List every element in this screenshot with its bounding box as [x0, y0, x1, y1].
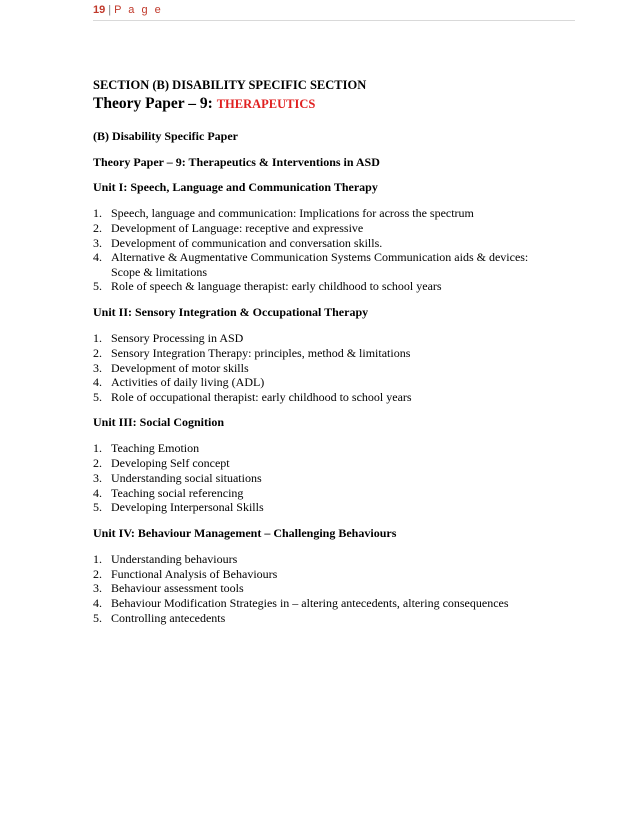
list-item: [93, 375, 575, 390]
list-item-text: Behaviour Modification Strategies in – altering antecedents, altering consequences: [111, 595, 509, 610]
list-item-text: Behaviour assessment tools: [111, 581, 244, 596]
unit-heading: Unit IV: Behaviour Management – Challenging Behaviours: [93, 525, 397, 540]
list-item-number: 3.: [93, 235, 102, 250]
list-item: [93, 390, 575, 405]
list-item: [93, 236, 575, 251]
page-separator: |: [108, 4, 112, 16]
list-item-text: Sensory Integration Therapy: principles, method & limitations: [111, 345, 411, 360]
page-label: P a g e: [114, 4, 163, 16]
list-item: [93, 611, 575, 626]
section-title: SECTION (B) DISABILITY SPECIFIC SECTION: [93, 78, 367, 92]
list-item-number: 5.: [93, 279, 102, 294]
list-item-text: Activities of daily living (ADL): [111, 375, 265, 390]
list-item: [93, 221, 575, 236]
list-item-number: 5.: [93, 610, 102, 625]
list-item-number: 4.: [93, 250, 102, 265]
list-item-number: 1.: [93, 206, 102, 220]
list-item: [93, 567, 575, 582]
theory-paper-heading: [93, 94, 575, 114]
theory-paper-prefix: Theory Paper – 9:: [93, 95, 213, 112]
list-item-text: Teaching social referencing: [111, 485, 244, 500]
list-item-number: 2.: [93, 566, 102, 581]
unit-item-list: [93, 551, 575, 625]
list-item: [93, 596, 575, 611]
list-item: [93, 346, 575, 361]
list-item-text: Development of communication and conversation skills.: [111, 235, 383, 250]
list-item: [93, 471, 575, 486]
list-item-number: 3.: [93, 360, 102, 375]
list-item-number: 1.: [93, 441, 102, 456]
list-item-text: Understanding behaviours: [111, 551, 238, 566]
unit-item-list: [93, 205, 575, 294]
list-item-text: Developing Self concept: [111, 456, 230, 471]
list-item-number: 5.: [93, 389, 102, 404]
list-item-number: 2.: [93, 345, 102, 360]
unit-heading: Unit II: Sensory Integration & Occupational Therapy: [93, 304, 369, 319]
list-item: [93, 486, 575, 501]
list-item-text: Sensory Processing in ASD: [111, 330, 244, 345]
list-item: [93, 250, 575, 279]
list-item: [93, 500, 575, 515]
list-item: [93, 551, 575, 567]
list-item-number: 3.: [93, 581, 102, 596]
list-item: [93, 456, 575, 471]
unit-item-list: [93, 330, 575, 404]
list-item: [93, 279, 575, 294]
list-item-number: 2.: [93, 221, 102, 235]
list-item: [93, 440, 575, 456]
list-item: [93, 581, 575, 596]
list-item-text: Controlling antecedents: [111, 610, 226, 625]
list-item-number: 1.: [93, 551, 102, 566]
page-number: 19: [93, 4, 106, 16]
list-item-text: Functional Analysis of Behaviours: [111, 566, 278, 581]
list-item-text: Role of occupational therapist: early childhood to school years: [111, 389, 412, 404]
list-item-text: Alternative & Augmentative Communication Systems Communication aids & devices:: [111, 250, 529, 265]
list-item-continuation: Scope & limitations: [111, 264, 207, 279]
list-item-text: Understanding social situations: [111, 470, 262, 485]
list-item: [93, 361, 575, 376]
unit-heading: Unit III: Social Cognition: [93, 415, 225, 430]
list-item-text: Speech, language and communication: Implications for across the spectrum: [111, 206, 474, 220]
paper-title: Theory Paper – 9: Therapeutics & Interventions in ASD: [93, 155, 380, 169]
paper-type: (B) Disability Specific Paper: [93, 129, 238, 143]
list-item-number: 4.: [93, 375, 102, 390]
list-item-text: Development of motor skills: [111, 360, 249, 375]
page-header: [93, 3, 575, 21]
unit-item-list: [93, 440, 575, 514]
document-body: [93, 78, 575, 625]
list-item-text: Developing Interpersonal Skills: [111, 500, 264, 515]
list-item-number: 4.: [93, 595, 102, 610]
unit-heading: Unit I: Speech, Language and Communication Therapy: [93, 180, 378, 194]
list-item-text: Teaching Emotion: [111, 441, 200, 456]
theory-paper-name: THERAPEUTICS: [216, 97, 316, 111]
list-item-number: 5.: [93, 500, 102, 515]
units-container: [93, 180, 575, 625]
list-item: [93, 205, 575, 221]
list-item-text: Role of speech & language therapist: early childhood to school years: [111, 279, 442, 294]
list-item-text: Development of Language: receptive and expressive: [111, 221, 364, 235]
list-item: [93, 330, 575, 346]
list-item-number: 2.: [93, 456, 102, 471]
list-item-number: 3.: [93, 470, 102, 485]
list-item-number: 4.: [93, 485, 102, 500]
list-item-number: 1.: [93, 330, 102, 345]
